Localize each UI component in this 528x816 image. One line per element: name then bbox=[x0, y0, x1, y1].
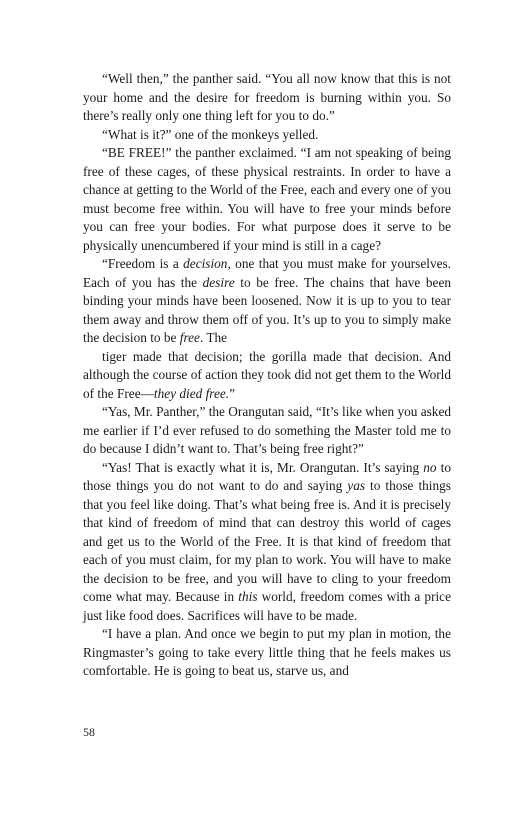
text-run: to those things you do not want to do and saying bbox=[83, 459, 451, 493]
paragraph bbox=[83, 348, 451, 404]
text-run: , one that you must make for yourselves. Each of you has the bbox=[83, 256, 451, 290]
text-run: “Well then,” the panther said. “You all now know that this is not your home and the desire for freedom is burning within you. So there’s really only one thing left for you to do.” bbox=[83, 71, 451, 123]
text-run: ” bbox=[229, 385, 236, 401]
text-run: “BE FREE!” the panther exclaimed. “I am not speaking of being free of these cages, of these physical restraints. In order to have a chance at getting to the World of the Free, each and every one of you must become free within. You will have to free your minds before you can free your bodies. For what purpose does it serve to be physically unencumbered if your mind is still in a cage? bbox=[83, 145, 451, 253]
paragraph bbox=[83, 144, 451, 255]
text-run: “Freedom is a bbox=[102, 256, 184, 271]
text-run: world, freedom comes with a price just like food does. Sacrifices will have to be made. bbox=[83, 589, 451, 623]
emphasized-text: no bbox=[423, 459, 437, 475]
paragraph bbox=[83, 403, 451, 459]
emphasized-text: this bbox=[238, 589, 258, 604]
paragraph bbox=[83, 459, 451, 626]
text-run: tiger made that decision; the gorilla made that decision. And although the course of action they took did not get them to the World of the Free— bbox=[83, 348, 451, 401]
text-run: “I have a plan. And once we begin to put my plan in motion, the Ringmaster’s going to take every little thing that he feels makes us comfortable. He is going to beat us, starve us, and bbox=[83, 626, 451, 678]
paragraph bbox=[83, 126, 451, 145]
body-text bbox=[83, 70, 451, 681]
paragraph bbox=[83, 625, 451, 681]
emphasized-text: desire bbox=[202, 274, 235, 290]
text-run: “What is it?” one of the monkeys yelled. bbox=[102, 126, 319, 142]
paragraph bbox=[83, 255, 451, 348]
paragraph bbox=[83, 70, 451, 126]
page-number: 58 bbox=[83, 725, 95, 739]
text-run: to be free. The chains that have been binding your minds have been loosened. Now it is up to you to tear them away and throw them off of you. It’s up to you to simply make the decision to be bbox=[83, 274, 452, 345]
emphasized-text: they died free. bbox=[153, 385, 230, 401]
emphasized-text: free bbox=[179, 330, 200, 345]
text-run: . The bbox=[199, 330, 228, 345]
text-run: to those things that you feel like doing. That’s what being free is. And it is precisely that kind of freedom of mind that can destroy this world of cages and get us to the World of the Free. It is that kind of freedom that each of you must claim, for my plan to work. You will have to make the decision to be free, and you will have to cling to your freedom come what may. Because in bbox=[83, 478, 451, 604]
emphasized-text: decision bbox=[183, 256, 228, 271]
text-run: “Yas! That is exactly what it is, Mr. Orangutan. It’s saying bbox=[102, 459, 424, 475]
emphasized-text: yas bbox=[347, 478, 366, 493]
text-run: “Yas, Mr. Panther,” the Orangutan said, “It’s like when you asked me earlier if I’d ever refused to do something the Master told me to do because I didn’t want to. That’s being free right?” bbox=[83, 404, 451, 456]
